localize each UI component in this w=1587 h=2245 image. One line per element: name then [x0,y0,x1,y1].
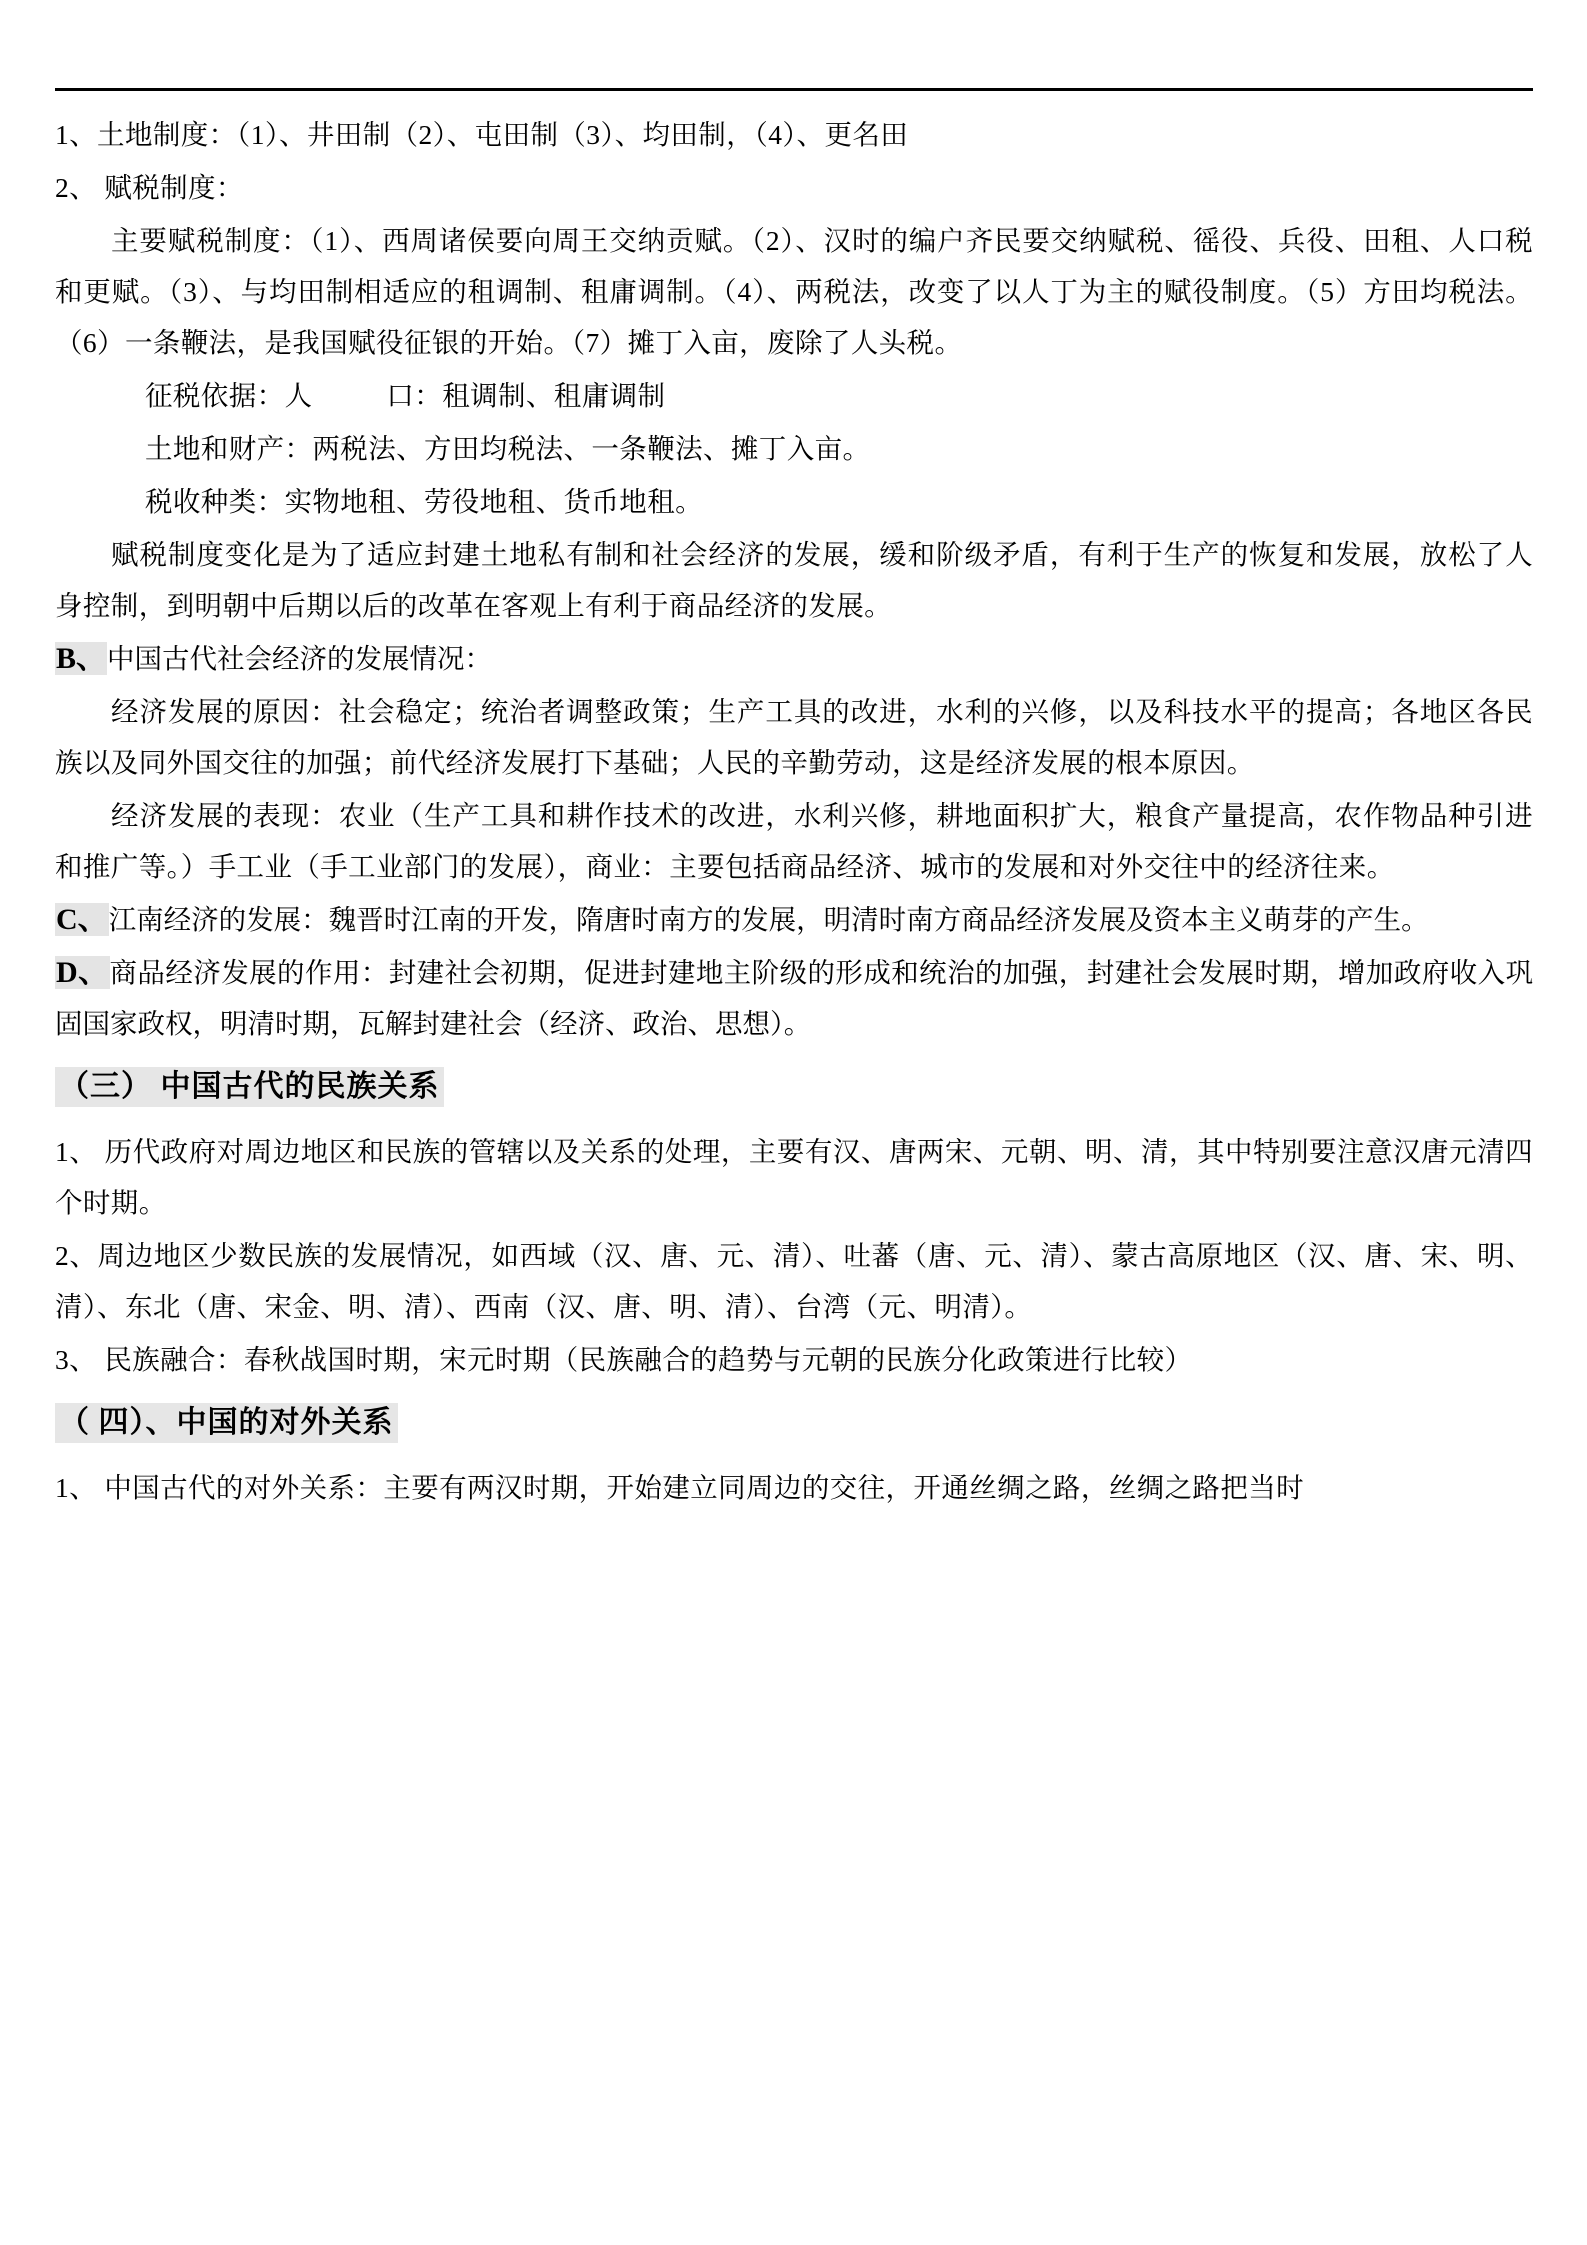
page-body [55,88,1533,1515]
section-b [55,633,1533,684]
paragraph-nationality-1: 1、 历代政府对周边地区和民族的管辖以及关系的处理，主要有汉、唐两宋、元朝、明、清，其中特别要注意汉唐元清四个时期。 [55,1136,1533,1218]
paragraph-tax-types: 税收种类：实物地租、劳役地租、货币地租。 [145,486,703,517]
heading-section-four-label: （ 四）、中国的对外关系 [55,1403,398,1443]
heading-section-three-label: （三） 中国古代的民族关系 [55,1067,444,1107]
paragraph-land-system: 1、土地制度：（1）、井田制（2）、屯田制（3）、均田制，（4）、更名田 [55,119,909,150]
section-b-mark: B、 [56,642,107,675]
heading-section-three [55,1061,1533,1118]
section-d [55,947,1533,1049]
tax-basis-label-a: 征税依据：人 [145,380,313,411]
paragraph-tax-basis-person [55,370,1533,421]
section-c-mark: C、 [56,903,108,936]
section-c [55,894,1533,945]
heading-section-four [55,1397,1533,1454]
section-d-mark: D、 [56,956,109,989]
section-b-title: 中国古代社会经济的发展情况： [107,643,493,674]
paragraph-tax-main: 主要赋税制度：（1）、西周诸侯要向周王交纳贡赋。（2）、汉时的编户齐民要交纳赋税、徭役、兵役、田租、人口税和更赋。（3）、与均田制相适应的租调制、租庸调制。（4）、两税法，改变了以人丁为主的赋役制度。（5）方田均税法。（6）一条鞭法，是我国赋役征银的开始。（7）摊丁入亩，废除了人头税。 [55,225,1533,358]
paragraph-economy-manifestations: 经济发展的表现：农业（生产工具和耕作技术的改进，水利兴修，耕地面积扩大，粮食产量提高，农作物品种引进和推广等。）手工业（手工业部门的发展），商业：主要包括商品经济、城市的发展和对外交往中的经济往来。 [55,800,1533,882]
paragraph-tax-basis-land: 土地和财产：两税法、方田均税法、一条鞭法、摊丁入亩。 [145,433,871,464]
paragraph-tax-system-label: 2、 赋税制度： [55,172,244,203]
tax-basis-label-b: 口：租调制、租庸调制 [386,380,666,411]
paragraph-nationality-2: 2、周边地区少数民族的发展情况，如西域（汉、唐、元、清）、吐蕃（唐、元、清）、蒙古高原地区（汉、唐、宋、明、清）、东北（唐、宋金、明、清）、西南（汉、唐、明、清）、台湾（元、明清）。 [55,1240,1533,1322]
section-c-text: 江南经济的发展：魏晋时江南的开发，隋唐时南方的发展，明清时南方商品经济发展及资本主义萌芽的产生。 [108,904,1429,935]
header-rule [55,88,1533,91]
paragraph-tax-summary: 赋税制度变化是为了适应封建土地私有制和社会经济的发展，缓和阶级矛盾，有利于生产的恢复和发展，放松了人身控制，到明朝中后期以后的改革在客观上有利于商品经济的发展。 [55,539,1533,621]
paragraph-economy-reasons: 经济发展的原因：社会稳定；统治者调整政策；生产工具的改进，水利的兴修，以及科技水平的提高；各地区各民族以及同外国交往的加强；前代经济发展打下基础；人民的辛勤劳动，这是经济发展的根本原因。 [55,696,1533,778]
paragraph-nationality-3: 3、 民族融合：春秋战国时期，宋元时期（民族融合的趋势与元朝的民族分化政策进行比较） [55,1344,1193,1375]
section-d-text: 商品经济发展的作用：封建社会初期，促进封建地主阶级的形成和统治的加强，封建社会发展时期，增加政府收入巩固国家政权，明清时期，瓦解封建社会（经济、政治、思想）。 [55,957,1533,1039]
paragraph-foreign-1: 1、 中国古代的对外关系：主要有两汉时期，开始建立同周边的交往，开通丝绸之路，丝绸之路把当时 [55,1472,1305,1503]
